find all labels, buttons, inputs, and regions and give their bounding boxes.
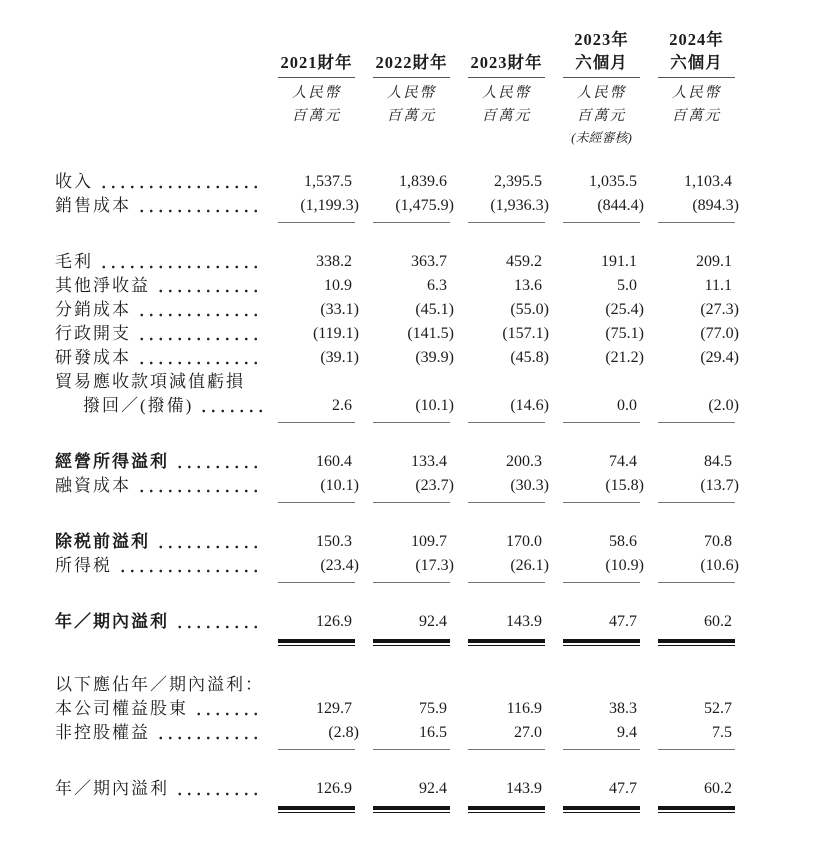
value-cell: (23.4) [265, 554, 365, 583]
value-cell: 143.9 [460, 610, 555, 643]
row-equity-shareholders [55, 697, 745, 721]
value-cell: (2.8) [265, 721, 365, 750]
row-profit-for-the-year-bottom [55, 777, 745, 810]
dot-leader [175, 450, 263, 474]
row-label: 年／期內溢利 [55, 610, 265, 634]
value-cell: (1,936.3) [460, 194, 555, 223]
header-row [55, 28, 745, 150]
value-cell: 47.7 [555, 610, 650, 643]
header-spacer [55, 28, 265, 150]
row-label: 經營所得溢利 [55, 450, 265, 474]
value-cell: 7.5 [650, 721, 745, 750]
value-cell: 52.7 [704, 700, 732, 717]
value-cell: (30.3) [460, 474, 555, 503]
spacer-row [55, 583, 745, 610]
row-label: 非控股權益 [55, 721, 265, 745]
value-cell: 1,035.5 [589, 173, 637, 190]
value-cell: 74.4 [609, 453, 637, 470]
value-cell: (77.0) [700, 325, 739, 342]
column-year-top-label: 2023年 [574, 30, 629, 49]
row-finance-costs [55, 474, 745, 503]
dot-leader [137, 298, 263, 322]
value-cell: (13.7) [650, 474, 745, 503]
value-cell: 126.9 [265, 777, 365, 810]
value-cell: 209.1 [696, 253, 732, 270]
row-label: 行政開支 [55, 322, 265, 346]
column-unit-line1: 人民幣 [576, 85, 627, 101]
column-note [373, 128, 450, 150]
spacer-row [55, 223, 745, 250]
row-income-tax [55, 554, 745, 583]
dot-leader [156, 530, 263, 554]
value-cell: (33.1) [320, 301, 359, 318]
row-rd-costs [55, 346, 745, 370]
value-cell: (1,199.3) [265, 194, 365, 223]
column-header-fy2021 [265, 28, 365, 150]
value-cell: 1,839.6 [399, 173, 447, 190]
row-label: 銷售成本 [55, 194, 265, 218]
financial-statement-page [0, 28, 834, 810]
value-cell: 2,395.5 [494, 173, 542, 190]
value-cell: 5.0 [617, 277, 637, 294]
value-cell: (29.4) [700, 349, 739, 366]
value-cell: (55.0) [510, 301, 549, 318]
spacer-row [55, 423, 745, 450]
value-cell: 170.0 [506, 533, 542, 550]
value-cell: (844.4) [555, 194, 650, 223]
column-year-label: 六個月 [658, 51, 735, 78]
row-cost-of-sales [55, 194, 745, 223]
row-label: 融資成本 [55, 474, 265, 498]
dot-leader [118, 554, 263, 578]
row-distribution-costs [55, 298, 745, 322]
row-label: 以下應佔年／期內溢利： [55, 675, 264, 694]
value-cell: (10.9) [555, 554, 650, 583]
row-attributable-heading [55, 673, 745, 697]
value-cell: 16.5 [365, 721, 460, 750]
dot-leader [156, 721, 263, 745]
value-cell: 150.3 [316, 533, 352, 550]
value-cell: 70.8 [704, 533, 732, 550]
row-non-controlling-interests [55, 721, 745, 750]
dot-leader [175, 610, 263, 634]
row-label: 撥回／(撥備) [55, 394, 265, 418]
spacer-row [55, 643, 745, 673]
value-cell: (157.1) [502, 325, 549, 342]
column-unit-line1: 人民幣 [386, 85, 437, 101]
column-unit-line1: 人民幣 [291, 85, 342, 101]
dot-leader [175, 777, 263, 801]
column-year-label: 2021財年 [278, 51, 355, 78]
value-cell: 92.4 [365, 610, 460, 643]
value-cell: 363.7 [411, 253, 447, 270]
column-year-label: 2022財年 [373, 51, 450, 78]
value-cell: 84.5 [704, 453, 732, 470]
value-cell: 126.9 [265, 610, 365, 643]
row-profit-before-tax [55, 530, 745, 554]
value-cell: 160.4 [316, 453, 352, 470]
column-note [278, 128, 355, 150]
spacer-row [55, 150, 745, 170]
value-cell: (21.2) [605, 349, 644, 366]
column-note [468, 128, 545, 150]
value-cell: (15.8) [555, 474, 650, 503]
row-label: 分銷成本 [55, 298, 265, 322]
spacer-row [55, 750, 745, 777]
row-label: 研發成本 [55, 346, 265, 370]
column-header-fy2023 [460, 28, 555, 150]
row-revenue [55, 170, 745, 194]
value-cell: 47.7 [555, 777, 650, 810]
value-cell: (1,475.9) [365, 194, 460, 223]
value-cell: (75.1) [605, 325, 644, 342]
dot-leader [137, 346, 263, 370]
value-cell: 1,537.5 [304, 173, 352, 190]
row-label: 收入 [55, 170, 265, 194]
value-cell: 60.2 [650, 777, 745, 810]
spacer-row [55, 503, 745, 530]
column-header-6m2024 [650, 28, 745, 150]
column-year-label: 六個月 [563, 51, 640, 78]
value-cell: (10.1) [365, 394, 460, 423]
row-administrative-expenses [55, 322, 745, 346]
value-cell: 9.4 [555, 721, 650, 750]
row-label: 本公司權益股東 [55, 697, 265, 721]
value-cell: 11.1 [704, 277, 732, 294]
row-other-net-income [55, 274, 745, 298]
value-cell: (894.3) [650, 194, 745, 223]
dot-leader [99, 170, 263, 194]
value-cell: (23.7) [365, 474, 460, 503]
column-unit-line2: 百萬元 [576, 108, 627, 124]
row-label: 毛利 [55, 250, 265, 274]
row-trade-receivables-impairment-line2 [55, 394, 745, 423]
row-label: 貿易應收款項減值虧損 [55, 372, 245, 391]
dot-leader [137, 194, 263, 218]
value-cell: 191.1 [601, 253, 637, 270]
value-cell: 6.3 [427, 277, 447, 294]
row-trade-receivables-impairment-line1 [55, 370, 745, 394]
dot-leader [156, 274, 263, 298]
value-cell: (39.1) [320, 349, 359, 366]
value-cell: (10.6) [650, 554, 745, 583]
value-cell: 2.6 [265, 394, 365, 423]
value-cell: 10.9 [324, 277, 352, 294]
value-cell: 60.2 [650, 610, 745, 643]
value-cell: (25.4) [605, 301, 644, 318]
value-cell: (17.3) [365, 554, 460, 583]
column-header-6m2023 [555, 28, 650, 150]
dot-leader [194, 697, 263, 721]
column-header-fy2022 [365, 28, 460, 150]
dot-leader [199, 394, 263, 418]
value-cell: 459.2 [506, 253, 542, 270]
value-cell: (45.1) [415, 301, 454, 318]
row-label: 所得税 [55, 554, 265, 578]
value-cell: 116.9 [506, 700, 542, 717]
column-year-label: 2023財年 [468, 51, 545, 78]
value-cell: 143.9 [460, 777, 555, 810]
value-cell: (39.9) [415, 349, 454, 366]
dot-leader [99, 250, 263, 274]
income-statement-table [55, 28, 745, 810]
value-cell: 75.9 [419, 700, 447, 717]
value-cell: (2.0) [650, 394, 745, 423]
value-cell: 0.0 [555, 394, 650, 423]
column-unit-line2: 百萬元 [481, 108, 532, 124]
value-cell: 38.3 [609, 700, 637, 717]
column-unit-line2: 百萬元 [386, 108, 437, 124]
row-label: 其他淨收益 [55, 274, 265, 298]
value-cell: 13.6 [514, 277, 542, 294]
value-cell: (27.3) [700, 301, 739, 318]
row-gross-profit [55, 250, 745, 274]
value-cell: 133.4 [411, 453, 447, 470]
column-unit-line2: 百萬元 [671, 108, 722, 124]
value-cell: 58.6 [609, 533, 637, 550]
value-cell: (10.1) [265, 474, 365, 503]
row-profit-for-the-year [55, 610, 745, 643]
value-cell: (14.6) [460, 394, 555, 423]
unaudited-note: (未經審核) [571, 130, 632, 145]
value-cell: 27.0 [460, 721, 555, 750]
value-cell: 200.3 [506, 453, 542, 470]
value-cell: 1,103.4 [684, 173, 732, 190]
dot-leader [137, 322, 263, 346]
column-year-top-label: 2024年 [669, 30, 724, 49]
column-note [658, 128, 735, 150]
value-cell: 92.4 [365, 777, 460, 810]
value-cell: (141.5) [407, 325, 454, 342]
value-cell: (45.8) [510, 349, 549, 366]
row-label: 年／期內溢利 [55, 777, 265, 801]
column-unit-line1: 人民幣 [671, 85, 722, 101]
value-cell: (119.1) [312, 325, 359, 342]
row-operating-profit [55, 450, 745, 474]
value-cell: 129.7 [316, 700, 352, 717]
row-label: 除税前溢利 [55, 530, 265, 554]
value-cell: (26.1) [460, 554, 555, 583]
value-cell: 338.2 [316, 253, 352, 270]
value-cell: 109.7 [411, 533, 447, 550]
column-unit-line1: 人民幣 [481, 85, 532, 101]
dot-leader [137, 474, 263, 498]
column-unit-line2: 百萬元 [291, 108, 342, 124]
